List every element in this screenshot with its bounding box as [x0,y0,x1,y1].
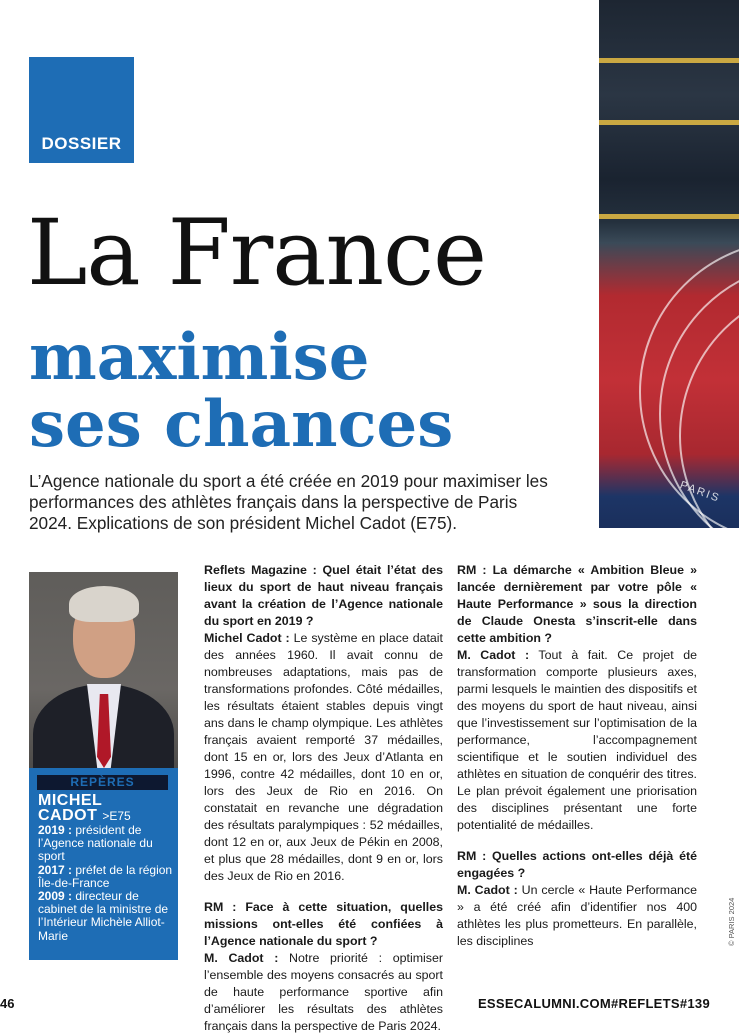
question-1: Reflets Magazine : Quel était l’état des lieux du sport de haut niveau français avant la création de l’Agence nationale du sport en 2019 ? [204,563,443,628]
answer-1-text: Le système en place datait des années 1960. Il avait connu de nombreuses adaptations, mais pas de transformations profondes. Côté médailles, les résultats étaient stables depuis vingt ans dans le champ olympique. Les athlètes français avaient remporté 37 médailles, dont 15 en or, lors des Jeux d’Atlanta en 1996, contre 42 médailles, dont 10 en or, lors des Jeux de Rio en 2016. On constatait en revanche une dégradation des résultats paralympiques : 52 médailles, dont 12 en or, aux Jeux de Pékin en 2008, et plus que 28 médailles, dont 9 en or, lors des Jeux de Rio en 2016. [204,631,444,883]
title-line-3: ses chances [29,387,454,462]
answer-4-speaker: M. Cadot : [457,883,518,897]
stadium-photo [599,0,739,528]
bio-item [38,824,176,864]
bio-item-year: 2019 : [38,823,73,837]
article-column-2 [457,562,697,950]
bio-item [38,864,176,890]
bio-name-first: MICHEL [38,792,103,809]
bio-promo: >E75 [102,809,131,823]
bio-item-text: préfet de la région Île-de-France [38,862,173,890]
bio-box [29,768,178,960]
bio-name-last: CADOT [38,807,98,824]
bio-item [38,890,176,943]
answer-2-text: Notre priorité : optimiser l’ensemble des moyens consacrés au sport de haute performance sportive afin d’améliorer les résultats des athlètes français dans la perspective de Paris 2024. [204,951,443,1033]
answer-3 [457,647,697,834]
bio-items [38,824,176,943]
photo-watermark: PARIS [678,479,722,505]
section-tag [29,57,134,163]
answer-3-text: Tout à fait. Ce projet de transformation comporte plusieurs axes, parmi lesquels le maintien des dispositifs et des moyens du sport de haut niveau, ainsi que l’investissement sur l’optimisation de la performance, l’accompagnement scientifique et le soutien individuel des athlètes en situation de conquérir des titres. Le plan prévoit également une priorisation des disciplines présentant une forte potentialité de médailles. [457,648,697,832]
footer-url: ESSECALUMNI.COM#REFLETS#139 [477,996,710,1011]
bio-name [38,793,131,824]
question-3: RM : La démarche « Ambition Bleue » lancée dernièrement par votre pôle « Haute Performance » sous la direction de Claude Onesta s’inscrit-elle dans cette ambition ? [457,563,697,645]
answer-2 [204,950,443,1035]
title-line-2: maximise [29,320,370,395]
section-tag-label: DOSSIER [41,134,122,153]
page-number: 46 [0,996,15,1011]
answer-2-speaker: M. Cadot : [204,951,279,965]
answer-3-speaker: M. Cadot : [457,648,530,662]
question-2: RM : Face à cette situation, quelles missions ont-elles été confiées à l’Agence nationale du sport ? [204,900,443,948]
answer-1 [204,630,443,885]
bio-item-text: directeur de cabinet de la ministre de l’Intérieur Michèle Alliot-Marie [38,889,169,943]
photo-credit: © PARIS 2024 [727,897,736,946]
answer-1-speaker: Michel Cadot : [204,631,290,645]
answer-4 [457,882,697,950]
answer-4-text: Un cercle « Haute Performance » a été créé afin d’identifier nos 400 athlètes les plus prometteurs. En parallèle, les disciplines [457,883,697,948]
bio-item-year: 2017 : [38,862,73,877]
bio-item-text: président de l’Agence nationale du sport [38,823,153,864]
bio-item-year: 2009 : [38,889,73,904]
question-4: RM : Quelles actions ont-elles déjà été engagées ? [457,849,697,880]
title-line-1: La France [27,201,486,306]
article-column-1 [204,562,443,1035]
bio-header: REPÈRES [37,775,168,790]
standfirst: L’Agence nationale du sport a été créée en 2019 pour maximiser les performances des athlètes français dans la perspective de Paris 2024. Explications de son président Michel Cadot (E75). [29,471,548,533]
portrait-photo [29,572,178,768]
